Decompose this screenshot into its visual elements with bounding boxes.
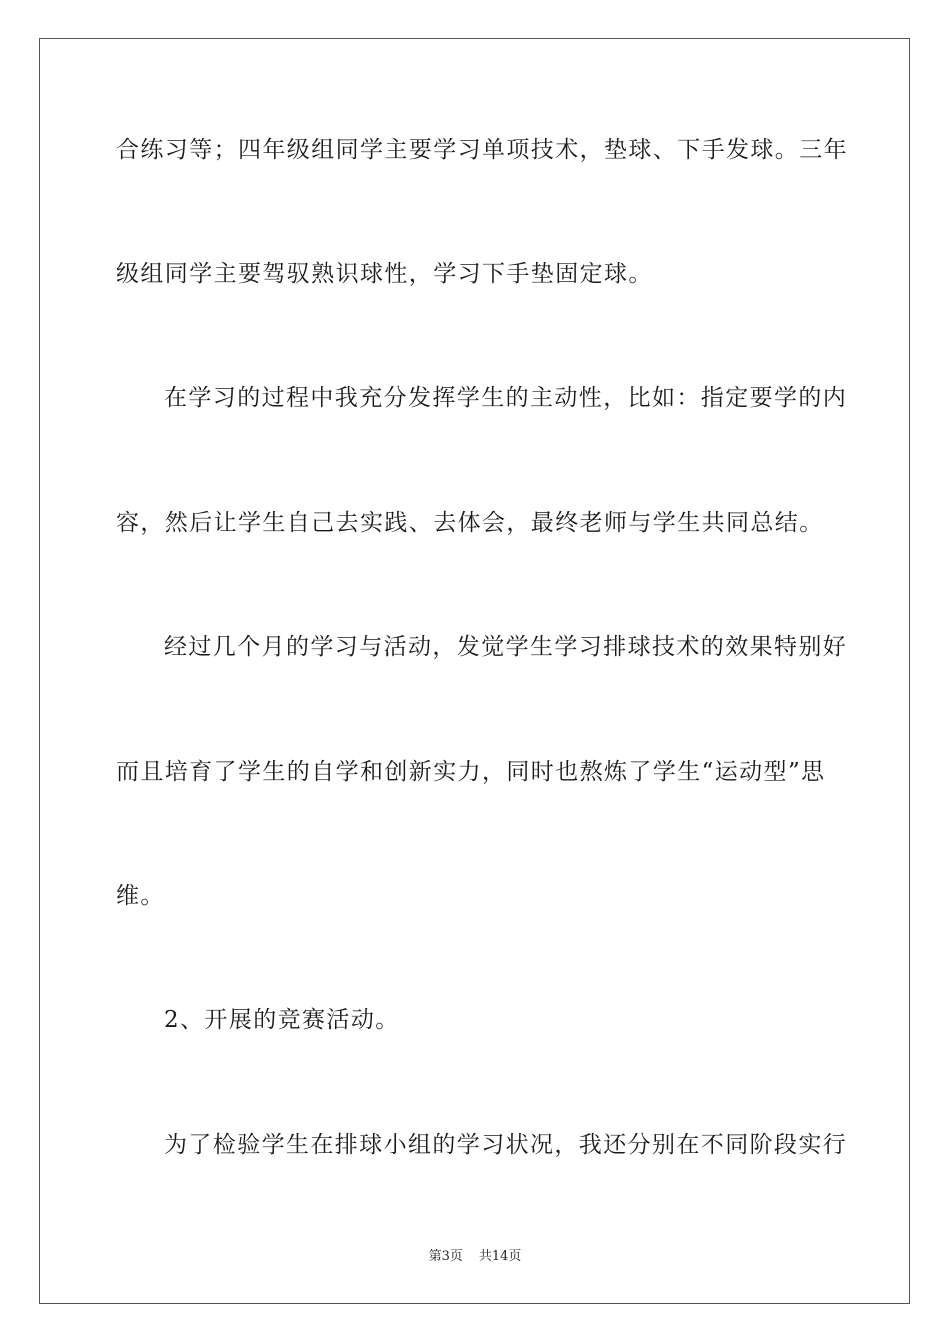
page-footer <box>0 1248 950 1266</box>
paragraph-line: 经过几个月的学习与活动，发觉学生学习排球技术的效果特别好 <box>164 634 848 660</box>
paragraph-line: 容，然后让学生自己去实践、去体会，最终老师与学生共同总结。 <box>116 510 824 536</box>
paragraph-line: 为了检验学生在排球小组的学习状况，我还分别在不同阶段实行 <box>164 1132 848 1158</box>
paragraph-line: 合练习等；四年级组同学主要学习单项技术，垫球、下手发球。三年 <box>116 137 848 163</box>
page-border <box>39 38 910 1304</box>
page-total: 共14页 <box>478 1249 522 1264</box>
paragraph-line: 而且培育了学生的自学和创新实力，同时也熬炼了学生“运动型”思 <box>116 759 826 785</box>
paragraph-line: 级组同学主要驾驭熟识球性，学习下手垫固定球。 <box>116 261 653 287</box>
paragraph-line: 在学习的过程中我充分发挥学生的主动性，比如：指定要学的内 <box>164 385 848 411</box>
page-number: 第3页 <box>428 1249 463 1264</box>
paragraph-line: 维。 <box>116 883 165 909</box>
section-heading: 2、开展的竞赛活动。 <box>164 1007 400 1033</box>
